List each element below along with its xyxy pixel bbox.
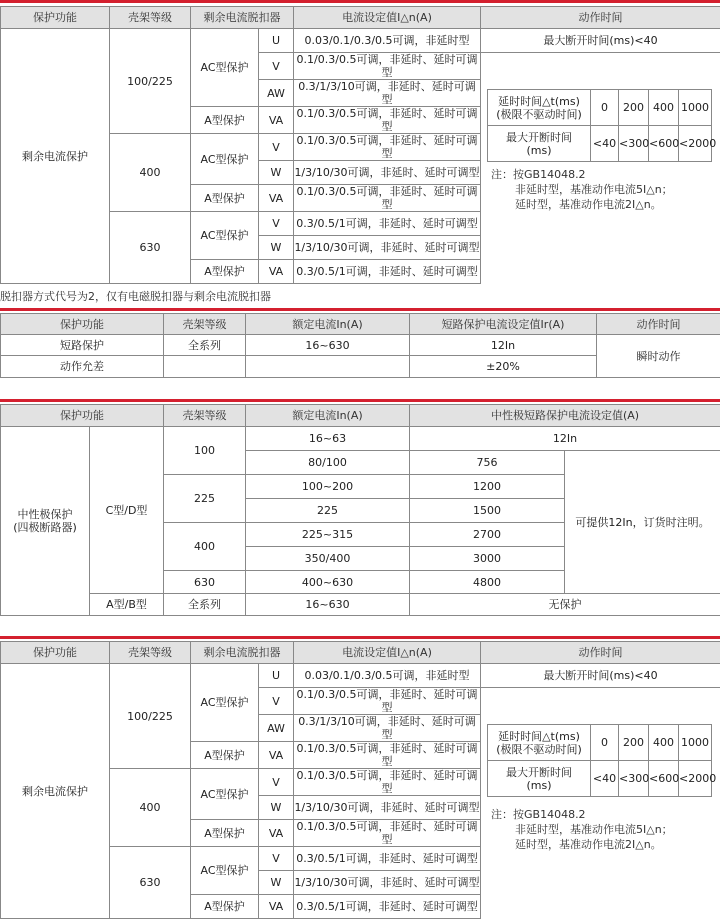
code: V xyxy=(259,847,294,871)
header-action-time: 动作时间 xyxy=(481,7,720,29)
value: 0.3/0.5/1可调，非延时、延时可调型 xyxy=(294,212,481,236)
value: 0.3/0.5/1可调，非延时、延时可调型 xyxy=(294,260,481,284)
standard-note: 注：按GB14048.2 非延时型，基准动作电流5I△n； 延时型，基准动作电流2I△n。 xyxy=(491,167,673,212)
header-frame: 壳架等级 xyxy=(164,314,246,335)
type-ac: AC型保护 xyxy=(191,847,259,895)
code: V xyxy=(259,769,294,796)
rated-current: 225~315 xyxy=(246,523,410,547)
max-break-label: 最大开断时间 (ms) xyxy=(488,126,591,162)
frame-100-225: 100/225 xyxy=(110,664,191,769)
code: W xyxy=(259,871,294,895)
code: V xyxy=(259,212,294,236)
delay-value: 200 xyxy=(619,725,649,761)
type-a: A型保护 xyxy=(191,185,259,212)
type-a: A型保护 xyxy=(191,742,259,769)
neutral-setting: 3000 xyxy=(410,547,565,571)
code: AW xyxy=(259,80,294,107)
max-break-value: <600 xyxy=(649,761,679,797)
type-a: A型保护 xyxy=(191,895,259,919)
frame-630: 630 xyxy=(164,571,246,594)
no-protection: 无保护 xyxy=(410,594,720,616)
frame-225: 225 xyxy=(164,475,246,523)
code: W xyxy=(259,236,294,260)
frame-400: 400 xyxy=(164,523,246,571)
max-break-time: 最大断开时间(ms)<40 xyxy=(481,29,720,53)
frame-100: 100 xyxy=(164,427,246,475)
function-residual: 剩余电流保护 xyxy=(1,664,110,919)
max-break-value: <2000 xyxy=(679,126,712,162)
short-circuit-table xyxy=(0,313,720,378)
value: 0.1/0.3/0.5可调，非延时、延时可调型 xyxy=(294,134,481,161)
header-short-setting: 短路保护电流设定值Ir(A) xyxy=(410,314,597,335)
header-trip-unit: 剩余电流脱扣器 xyxy=(191,7,294,29)
type-a: A型保护 xyxy=(191,260,259,284)
header-neutral-setting: 中性极短路保护电流设定值(A) xyxy=(410,405,720,427)
neutral-setting: 2700 xyxy=(410,523,565,547)
tolerance-value: ±20% xyxy=(410,356,597,378)
type-ac: AC型保护 xyxy=(191,134,259,185)
tolerance-label: 动作允差 xyxy=(1,356,164,378)
max-break-value: <2000 xyxy=(679,761,712,797)
delay-label: 延时时间△t(ms) (极限不驱动时间) xyxy=(488,90,591,126)
frame-630: 630 xyxy=(110,212,191,284)
max-break-value: <40 xyxy=(591,126,619,162)
optional-12in: 可提供12In，订货时注明。 xyxy=(565,451,720,594)
type-ab: A型/B型 xyxy=(90,594,164,616)
rated-current: 400~630 xyxy=(246,571,410,594)
code: VA xyxy=(259,260,294,284)
frame-400: 400 xyxy=(110,769,191,847)
rated-current: 350/400 xyxy=(246,547,410,571)
max-break-value: <300 xyxy=(619,761,649,797)
delay-value: 1000 xyxy=(679,90,712,126)
rated-current: 16~63 xyxy=(246,427,410,451)
code: VA xyxy=(259,185,294,212)
delay-value: 400 xyxy=(649,90,679,126)
delay-value: 200 xyxy=(619,90,649,126)
value: 0.1/0.3/0.5可调，非延时、延时可调型 xyxy=(294,769,481,796)
value: 1/3/10/30可调，非延时、延时可调型 xyxy=(294,161,481,185)
code: U xyxy=(259,664,294,688)
neutral-pole-table xyxy=(0,404,720,616)
header-current-setting: 电流设定值I△n(A) xyxy=(294,7,481,29)
short-setting: 12In xyxy=(410,335,597,356)
value: 1/3/10/30可调，非延时、延时可调型 xyxy=(294,796,481,820)
rated-current: 100~200 xyxy=(246,475,410,499)
frame-all: 全系列 xyxy=(164,335,246,356)
red-divider xyxy=(0,0,720,3)
neutral-setting: 1500 xyxy=(410,499,565,523)
header-rated-current: 额定电流In(A) xyxy=(246,405,410,427)
value: 0.1/0.3/0.5可调，非延时、延时可调型 xyxy=(294,820,481,847)
delay-value: 400 xyxy=(649,725,679,761)
code: V xyxy=(259,134,294,161)
frame-all: 全系列 xyxy=(164,594,246,616)
red-divider xyxy=(0,399,720,402)
delay-time-subtable xyxy=(487,89,712,162)
value: 0.03/0.1/0.3/0.5可调，非延时型 xyxy=(294,29,481,53)
function-neutral: 中性极保护 (四极断路器) xyxy=(1,427,90,616)
code: W xyxy=(259,161,294,185)
type-ac: AC型保护 xyxy=(191,29,259,107)
header-rated-current: 额定电流In(A) xyxy=(246,314,410,335)
neutral-setting: 4800 xyxy=(410,571,565,594)
rated-current: 225 xyxy=(246,499,410,523)
code: VA xyxy=(259,820,294,847)
code: AW xyxy=(259,715,294,742)
rated-current: 16~630 xyxy=(246,335,410,356)
code: V xyxy=(259,688,294,715)
value: 1/3/10/30可调，非延时、延时可调型 xyxy=(294,236,481,260)
code: VA xyxy=(259,895,294,919)
max-break-value: <600 xyxy=(649,126,679,162)
delay-value: 1000 xyxy=(679,725,712,761)
type-cd: C型/D型 xyxy=(90,427,164,594)
code: W xyxy=(259,796,294,820)
value: 0.3/1/3/10可调，非延时、延时可调型 xyxy=(294,80,481,107)
code: VA xyxy=(259,742,294,769)
max-break-value: <300 xyxy=(619,126,649,162)
value: 0.3/0.5/1可调，非延时、延时可调型 xyxy=(294,847,481,871)
header-frame: 壳架等级 xyxy=(110,7,191,29)
value: 0.3/1/3/10可调，非延时、延时可调型 xyxy=(294,715,481,742)
delay-label: 延时时间△t(ms) (极限不驱动时间) xyxy=(488,725,591,761)
trip-mode-caption: 脱扣器方式代号为2，仅有电磁脱扣器与剩余电流脱扣器 xyxy=(0,288,271,304)
value: 0.1/0.3/0.5可调，非延时、延时可调型 xyxy=(294,53,481,80)
red-divider xyxy=(0,636,720,639)
frame-400: 400 xyxy=(110,134,191,212)
header-function: 保护功能 xyxy=(1,405,164,427)
header-action-time: 动作时间 xyxy=(481,642,720,664)
action-time-detail xyxy=(481,688,720,919)
delay-time-subtable xyxy=(487,724,712,797)
value: 0.1/0.3/0.5可调，非延时、延时可调型 xyxy=(294,185,481,212)
max-break-value: <40 xyxy=(591,761,619,797)
frame-630: 630 xyxy=(110,847,191,919)
header-current-setting: 电流设定值I△n(A) xyxy=(294,642,481,664)
header-trip-unit: 剩余电流脱扣器 xyxy=(191,642,294,664)
type-a: A型保护 xyxy=(191,107,259,134)
standard-note: 注：按GB14048.2 非延时型，基准动作电流5I△n； 延时型，基准动作电流2I△n。 xyxy=(491,807,673,852)
neutral-setting: 1200 xyxy=(410,475,565,499)
code: V xyxy=(259,53,294,80)
rated-current: 80/100 xyxy=(246,451,410,475)
header-function: 保护功能 xyxy=(1,7,110,29)
value: 1/3/10/30可调，非延时、延时可调型 xyxy=(294,871,481,895)
delay-value: 0 xyxy=(591,90,619,126)
header-action-time: 动作时间 xyxy=(597,314,720,335)
value: 0.1/0.3/0.5可调，非延时、延时可调型 xyxy=(294,688,481,715)
function-short: 短路保护 xyxy=(1,335,164,356)
header-frame: 壳架等级 xyxy=(164,405,246,427)
header-frame: 壳架等级 xyxy=(110,642,191,664)
max-break-label: 最大开断时间 (ms) xyxy=(488,761,591,797)
header-function: 保护功能 xyxy=(1,642,110,664)
max-break-time: 最大断开时间(ms)<40 xyxy=(481,664,720,688)
type-ac: AC型保护 xyxy=(191,769,259,820)
value: 0.03/0.1/0.3/0.5可调，非延时型 xyxy=(294,664,481,688)
instant-action: 瞬时动作 xyxy=(597,335,720,378)
neutral-setting: 756 xyxy=(410,451,565,475)
type-a: A型保护 xyxy=(191,820,259,847)
function-residual: 剩余电流保护 xyxy=(1,29,110,284)
delay-value: 0 xyxy=(591,725,619,761)
type-ac: AC型保护 xyxy=(191,664,259,742)
header-function: 保护功能 xyxy=(1,314,164,335)
neutral-setting: 12In xyxy=(410,427,720,451)
code: U xyxy=(259,29,294,53)
value: 0.3/0.5/1可调，非延时、延时可调型 xyxy=(294,895,481,919)
rated-current: 16~630 xyxy=(246,594,410,616)
code: VA xyxy=(259,107,294,134)
type-ac: AC型保护 xyxy=(191,212,259,260)
red-divider xyxy=(0,308,720,311)
value: 0.1/0.3/0.5可调，非延时、延时可调型 xyxy=(294,742,481,769)
value: 0.1/0.3/0.5可调，非延时、延时可调型 xyxy=(294,107,481,134)
frame-100-225: 100/225 xyxy=(110,29,191,134)
